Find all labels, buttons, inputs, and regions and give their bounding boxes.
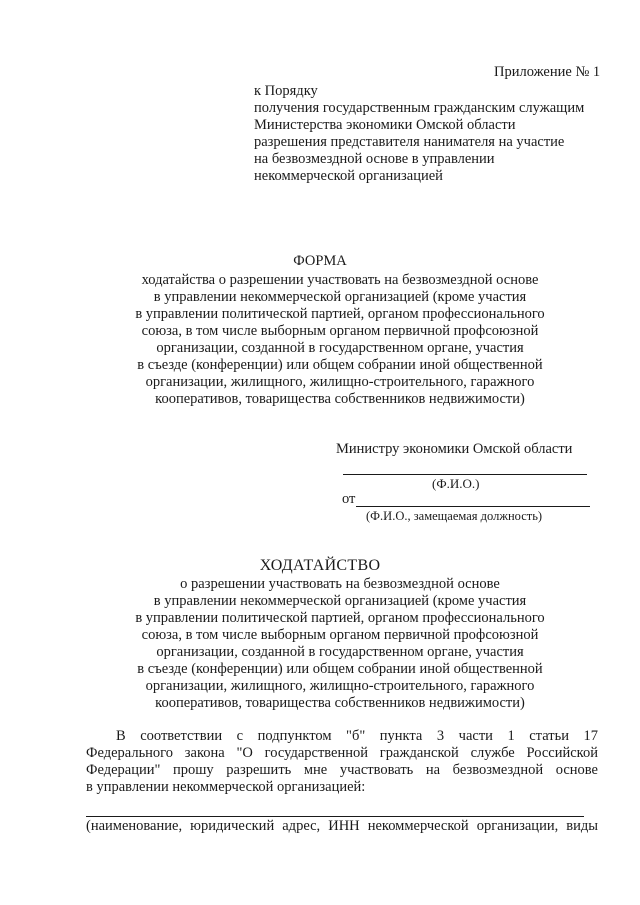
- petition-body-line: Федерального закона "О государственной гражданской службе Российской: [86, 745, 598, 761]
- appendix-number: Приложение № 1: [494, 64, 601, 80]
- petition-description-line: организации, жилищного, жилищно-строительного, гаражного: [145, 678, 535, 694]
- petition-description-line: о разрешении участвовать на безвозмездной основе: [180, 576, 500, 592]
- addressee-minister: Министру экономики Омской области: [336, 441, 573, 457]
- organization-blank-line: [86, 816, 584, 817]
- petition-description-line: союза, в том числе выборным органом первичной профсоюзной: [141, 627, 539, 643]
- petition-body-line: в управлении некоммерческой организацией:: [86, 779, 366, 795]
- petition-description-line: в управлении некоммерческой организацией (кроме участия: [153, 593, 527, 609]
- form-description-line: кооперативов, товарищества собственников недвижимости): [155, 391, 525, 407]
- form-description-line: в съезде (конференции) или общем собрании иной общественной: [137, 357, 543, 373]
- fio-caption: (Ф.И.О.): [432, 476, 480, 491]
- form-title: ФОРМА: [293, 253, 347, 269]
- petition-description-line: кооперативов, товарищества собственников недвижимости): [155, 695, 525, 711]
- appendix-line: разрешения представителя нанимателя на участие: [254, 134, 565, 150]
- organization-caption: (наименование, юридический адрес, ИНН некоммерческой организации, виды: [86, 818, 598, 834]
- petition-body-line: В соответствии с подпунктом "б" пункта 3 части 1 статьи 17: [116, 728, 598, 744]
- appendix-line: получения государственным гражданским служащим: [254, 100, 585, 116]
- from-blank-line: [356, 506, 590, 507]
- appendix-line: некоммерческой организацией: [254, 168, 443, 184]
- form-description-line: в управлении некоммерческой организацией (кроме участия: [153, 289, 527, 305]
- appendix-line: на безвозмездной основе в управлении: [254, 151, 495, 167]
- petition-title: ХОДАТАЙСТВО: [259, 557, 381, 574]
- petition-description-line: организации, созданной в государственном органе, участия: [156, 644, 524, 660]
- form-description-line: организации, созданной в государственном органе, участия: [156, 340, 524, 356]
- petition-body-line: Федерации" прошу разрешить мне участвовать на безвозмездной основе: [86, 762, 598, 778]
- petition-description: [70, 576, 610, 712]
- fio-position-caption: (Ф.И.О., замещаемая должность): [366, 509, 543, 523]
- appendix-reference: [254, 83, 584, 185]
- from-label: от: [342, 491, 356, 507]
- petition-description-line: в управлении политической партией, органом профессионального: [135, 610, 545, 626]
- petition-body: [86, 728, 598, 796]
- form-description-line: в управлении политической партией, органом профессионального: [135, 306, 545, 322]
- appendix-line: к Порядку: [254, 83, 318, 99]
- form-description-line: ходатайства о разрешении участвовать на безвозмездной основе: [141, 272, 539, 288]
- petition-description-line: в съезде (конференции) или общем собрании иной общественной: [137, 661, 543, 677]
- appendix-line: Министерства экономики Омской области: [254, 117, 516, 133]
- form-description-line: организации, жилищного, жилищно-строительного, гаражного: [145, 374, 535, 390]
- form-description: [70, 272, 610, 408]
- form-description-line: союза, в том числе выборным органом первичной профсоюзной: [141, 323, 539, 339]
